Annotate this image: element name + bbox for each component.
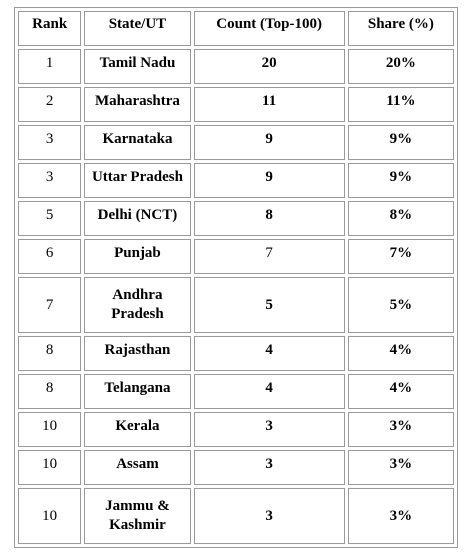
table-container xyxy=(14,7,458,548)
table-row xyxy=(18,49,454,84)
table-row xyxy=(18,239,454,274)
state-ranking-table xyxy=(14,7,458,548)
cell-share: 3% xyxy=(348,450,454,485)
cell-state: Maharashtra xyxy=(84,87,190,122)
cell-share: 8% xyxy=(348,201,454,236)
cell-count: 4 xyxy=(194,374,345,409)
cell-count: 9 xyxy=(194,125,345,160)
cell-rank: 6 xyxy=(18,239,81,274)
cell-state: Tamil Nadu xyxy=(84,49,190,84)
table-row xyxy=(18,277,454,333)
cell-share: 3% xyxy=(348,488,454,544)
header-share: Share (%) xyxy=(348,11,454,46)
table-row xyxy=(18,125,454,160)
cell-rank: 10 xyxy=(18,488,81,544)
cell-rank: 10 xyxy=(18,450,81,485)
cell-share: 7% xyxy=(348,239,454,274)
header-state: State/UT xyxy=(84,11,190,46)
cell-count: 11 xyxy=(194,87,345,122)
cell-rank: 3 xyxy=(18,125,81,160)
header-count: Count (Top-100) xyxy=(194,11,345,46)
cell-count: 8 xyxy=(194,201,345,236)
header-rank: Rank xyxy=(18,11,81,46)
cell-count: 5 xyxy=(194,277,345,333)
cell-count: 3 xyxy=(194,450,345,485)
cell-share: 4% xyxy=(348,336,454,371)
cell-share: 9% xyxy=(348,163,454,198)
cell-share: 20% xyxy=(348,49,454,84)
cell-rank: 8 xyxy=(18,336,81,371)
cell-rank: 1 xyxy=(18,49,81,84)
cell-rank: 7 xyxy=(18,277,81,333)
cell-count: 4 xyxy=(194,336,345,371)
cell-state: Uttar Pradesh xyxy=(84,163,190,198)
table-row xyxy=(18,201,454,236)
cell-state: Kerala xyxy=(84,412,190,447)
cell-rank: 10 xyxy=(18,412,81,447)
cell-count: 9 xyxy=(194,163,345,198)
cell-state: Jammu & Kashmir xyxy=(84,488,190,544)
cell-share: 5% xyxy=(348,277,454,333)
cell-rank: 3 xyxy=(18,163,81,198)
table-row xyxy=(18,450,454,485)
header-row xyxy=(18,11,454,46)
table-row xyxy=(18,87,454,122)
cell-state: Andhra Pradesh xyxy=(84,277,190,333)
cell-rank: 2 xyxy=(18,87,81,122)
cell-share: 9% xyxy=(348,125,454,160)
table-row xyxy=(18,163,454,198)
cell-state: Assam xyxy=(84,450,190,485)
cell-rank: 5 xyxy=(18,201,81,236)
cell-state: Telangana xyxy=(84,374,190,409)
table-row xyxy=(18,374,454,409)
cell-count: 20 xyxy=(194,49,345,84)
table-row xyxy=(18,412,454,447)
cell-state: Delhi (NCT) xyxy=(84,201,190,236)
cell-share: 11% xyxy=(348,87,454,122)
cell-rank: 8 xyxy=(18,374,81,409)
table-row xyxy=(18,488,454,544)
cell-state: Rajasthan xyxy=(84,336,190,371)
cell-count: 7 xyxy=(194,239,345,274)
cell-share: 4% xyxy=(348,374,454,409)
cell-state: Punjab xyxy=(84,239,190,274)
table-row xyxy=(18,336,454,371)
cell-state: Karnataka xyxy=(84,125,190,160)
cell-share: 3% xyxy=(348,412,454,447)
cell-count: 3 xyxy=(194,412,345,447)
cell-count: 3 xyxy=(194,488,345,544)
